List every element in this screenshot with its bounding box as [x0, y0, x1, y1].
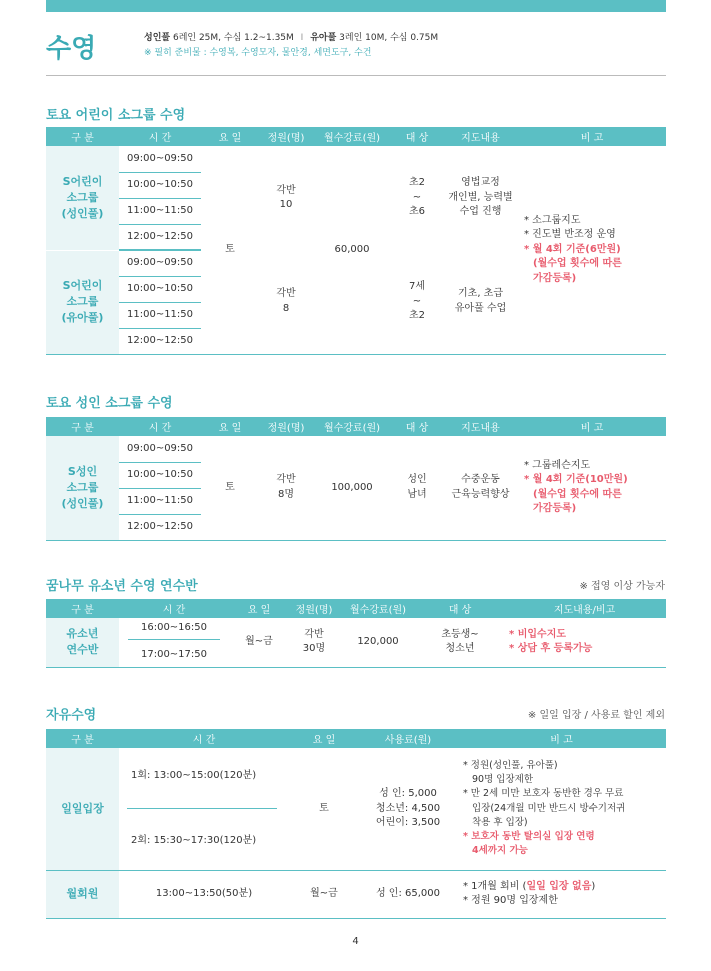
monthly-time: 13:00~13:50(50분) — [119, 870, 289, 918]
youth-target: 초등생~ 청소년 — [417, 618, 503, 667]
col-target: 대 상 — [391, 127, 443, 146]
col-time: 시 간 — [119, 417, 201, 436]
col-target: 대 상 — [417, 599, 503, 618]
free-table — [46, 729, 666, 919]
time-slot: 16:00~16:50 — [119, 618, 229, 643]
adult-content: 수중운동 근육능력향상 — [443, 436, 518, 540]
time-slot: 09:00~09:50 — [119, 250, 201, 276]
kids-fee: 60,000 — [313, 146, 391, 354]
col-capacity: 정원(명) — [259, 127, 313, 146]
youth-capacity: 각반 30명 — [289, 618, 339, 667]
adult-section-title: 토요 성인 소그룹 수영 — [46, 396, 173, 411]
time-slot: 11:00~11:50 — [119, 302, 201, 328]
col-time: 시 간 — [119, 599, 229, 618]
col-content-remarks: 지도내용/비고 — [503, 599, 666, 618]
pool1-desc: 6레인 25M, 수심 1.2~1.35M — [172, 33, 294, 43]
page-number: 4 — [352, 936, 359, 947]
kids-remarks: * 소그룹지도 * 진도별 반조정 운영 * 월 4회 기준(6만원) (월수업 횟수에 따른 가감등록) — [518, 146, 666, 354]
kids-table — [46, 127, 666, 355]
kids-group1-content: 영법교정 개인별, 능력별 수업 진행 — [448, 177, 513, 218]
adult-header-row — [46, 417, 666, 436]
adult-remarks: * 그룹레슨지도 * 월 4회 기준(10만원) (월수업 횟수에 따른 가감등록) — [518, 436, 666, 540]
col-day: 요 일 — [229, 599, 289, 618]
pool-info — [144, 30, 438, 43]
pool2-desc: 3레인 10M, 수심 0.75M — [339, 33, 439, 43]
col-content: 지도내용 — [443, 127, 518, 146]
col-remarks: 비 고 — [518, 127, 666, 146]
table-row — [46, 436, 666, 462]
time-slot: 10:00~10:50 — [119, 462, 201, 488]
time-slot: 12:00~12:50 — [119, 224, 201, 250]
top-accent-bar — [46, 0, 666, 12]
free-section-title: 자유수영 — [46, 708, 97, 723]
kids-group2-content: 기초, 초급 유아풀 수업 — [443, 250, 518, 354]
youth-section-title: 꿈나무 유소년 수영 연수반 — [46, 579, 198, 594]
table-row — [46, 748, 666, 870]
free-note: ※ 일일 입장 / 사용료 할인 제외 — [527, 710, 665, 721]
adult-group-name: S성인 소그룹 (성인풀) — [46, 436, 119, 540]
daily-day: 토 — [289, 748, 359, 870]
col-usage-fee: 사용료(원) — [359, 729, 457, 748]
youth-fee: 120,000 — [339, 618, 417, 667]
col-fee: 월수강료(원) — [339, 599, 417, 618]
kids-group2-target: 7세 ~ 초2 — [391, 250, 443, 354]
time-slot: 11:00~11:50 — [119, 488, 201, 514]
col-capacity: 정원(명) — [259, 417, 313, 436]
daily-entry-name: 일일입장 — [46, 748, 119, 870]
divider — [128, 639, 220, 640]
pool-separator: I — [300, 33, 304, 43]
kids-group1-capacity: 각반 10 — [276, 184, 296, 210]
page-title: 수영 — [46, 34, 97, 64]
kids-group2-name: S어린이 소그룹 (유아풀) — [46, 250, 119, 354]
col-content: 지도내용 — [443, 417, 518, 436]
col-time: 시 간 — [119, 729, 289, 748]
col-category: 구 분 — [46, 417, 119, 436]
time-slot: 12:00~12:50 — [119, 328, 201, 354]
col-category: 구 분 — [46, 729, 119, 748]
kids-group2-capacity: 각반 8 — [259, 250, 313, 354]
time-slot: 12:00~12:50 — [119, 514, 201, 540]
monthly-remarks: * 1개월 회비 (일일 입장 없음) * 정원 90명 입장제한 — [457, 870, 666, 918]
required-items: ※ 필히 준비물 : 수영복, 수영모자, 물안경, 세면도구, 수건 — [144, 48, 372, 58]
time-slot: 11:00~11:50 — [119, 198, 201, 224]
daily-remarks: * 정원(성인풀, 유아풀) 90명 입장제한 * 만 2세 미만 보호자 동반한 경우 무료 입장(24개월 미만 반드시 방수기저귀 착용 후 입장) * 보호자 동반 탈의실 입장 연령 4세까지 가능 — [457, 748, 666, 870]
col-day: 요 일 — [201, 417, 259, 436]
col-capacity: 정원(명) — [289, 599, 339, 618]
table-row — [46, 146, 666, 172]
page-header — [46, 28, 666, 76]
adult-capacity: 각반 8명 — [259, 436, 313, 540]
youth-remarks: * 비입수지도 * 상담 후 등록가능 — [503, 618, 666, 667]
adult-fee: 100,000 — [313, 436, 391, 540]
pool1-name: 성인풀 — [144, 33, 171, 43]
time-slot: 09:00~09:50 — [119, 146, 201, 172]
youth-note: ※ 접영 이상 가능자 — [579, 581, 665, 592]
youth-table — [46, 599, 666, 668]
col-fee: 월수강료(원) — [313, 417, 391, 436]
daily-fees: 성 인: 5,000 청소년: 4,500 어린이: 3,500 — [359, 748, 457, 870]
monthly-fee: 성 인: 65,000 — [359, 870, 457, 918]
col-remarks: 비 고 — [457, 729, 666, 748]
table-row — [46, 870, 666, 918]
kids-header-row — [46, 127, 666, 146]
kids-group1-name: S어린이 소그룹 (성인풀) — [46, 146, 119, 250]
divider — [127, 808, 277, 809]
time-slot: 17:00~17:50 — [119, 643, 229, 667]
daily-sessions: 1회: 13:00~15:00(120분) 2회: 15:30~17:30(120분) — [119, 748, 289, 870]
adult-day: 토 — [201, 436, 259, 540]
col-target: 대 상 — [391, 417, 443, 436]
adult-target: 성인 남녀 — [391, 436, 443, 540]
pool2-name: 유아풀 — [310, 33, 337, 43]
monthly-member-name: 월회원 — [46, 870, 119, 918]
col-day: 요 일 — [289, 729, 359, 748]
youth-group-name: 유소년 연수반 — [46, 618, 119, 667]
col-fee: 월수강료(원) — [313, 127, 391, 146]
table-row — [46, 618, 666, 643]
youth-day: 월~금 — [229, 618, 289, 667]
youth-header-row — [46, 599, 666, 618]
free-header-row — [46, 729, 666, 748]
col-time: 시 간 — [119, 127, 201, 146]
col-category: 구 분 — [46, 599, 119, 618]
kids-group1-target: 초2 ~ 초6 — [408, 177, 426, 218]
time-slot: 10:00~10:50 — [119, 172, 201, 198]
col-category: 구 분 — [46, 127, 119, 146]
time-slot: 09:00~09:50 — [119, 436, 201, 462]
adult-table — [46, 417, 666, 541]
time-slot: 10:00~10:50 — [119, 276, 201, 302]
monthly-day: 월~금 — [289, 870, 359, 918]
kids-day: 토 — [201, 146, 259, 354]
kids-section-title: 토요 어린이 소그룹 수영 — [46, 108, 186, 123]
col-remarks: 비 고 — [518, 417, 666, 436]
col-day: 요 일 — [201, 127, 259, 146]
